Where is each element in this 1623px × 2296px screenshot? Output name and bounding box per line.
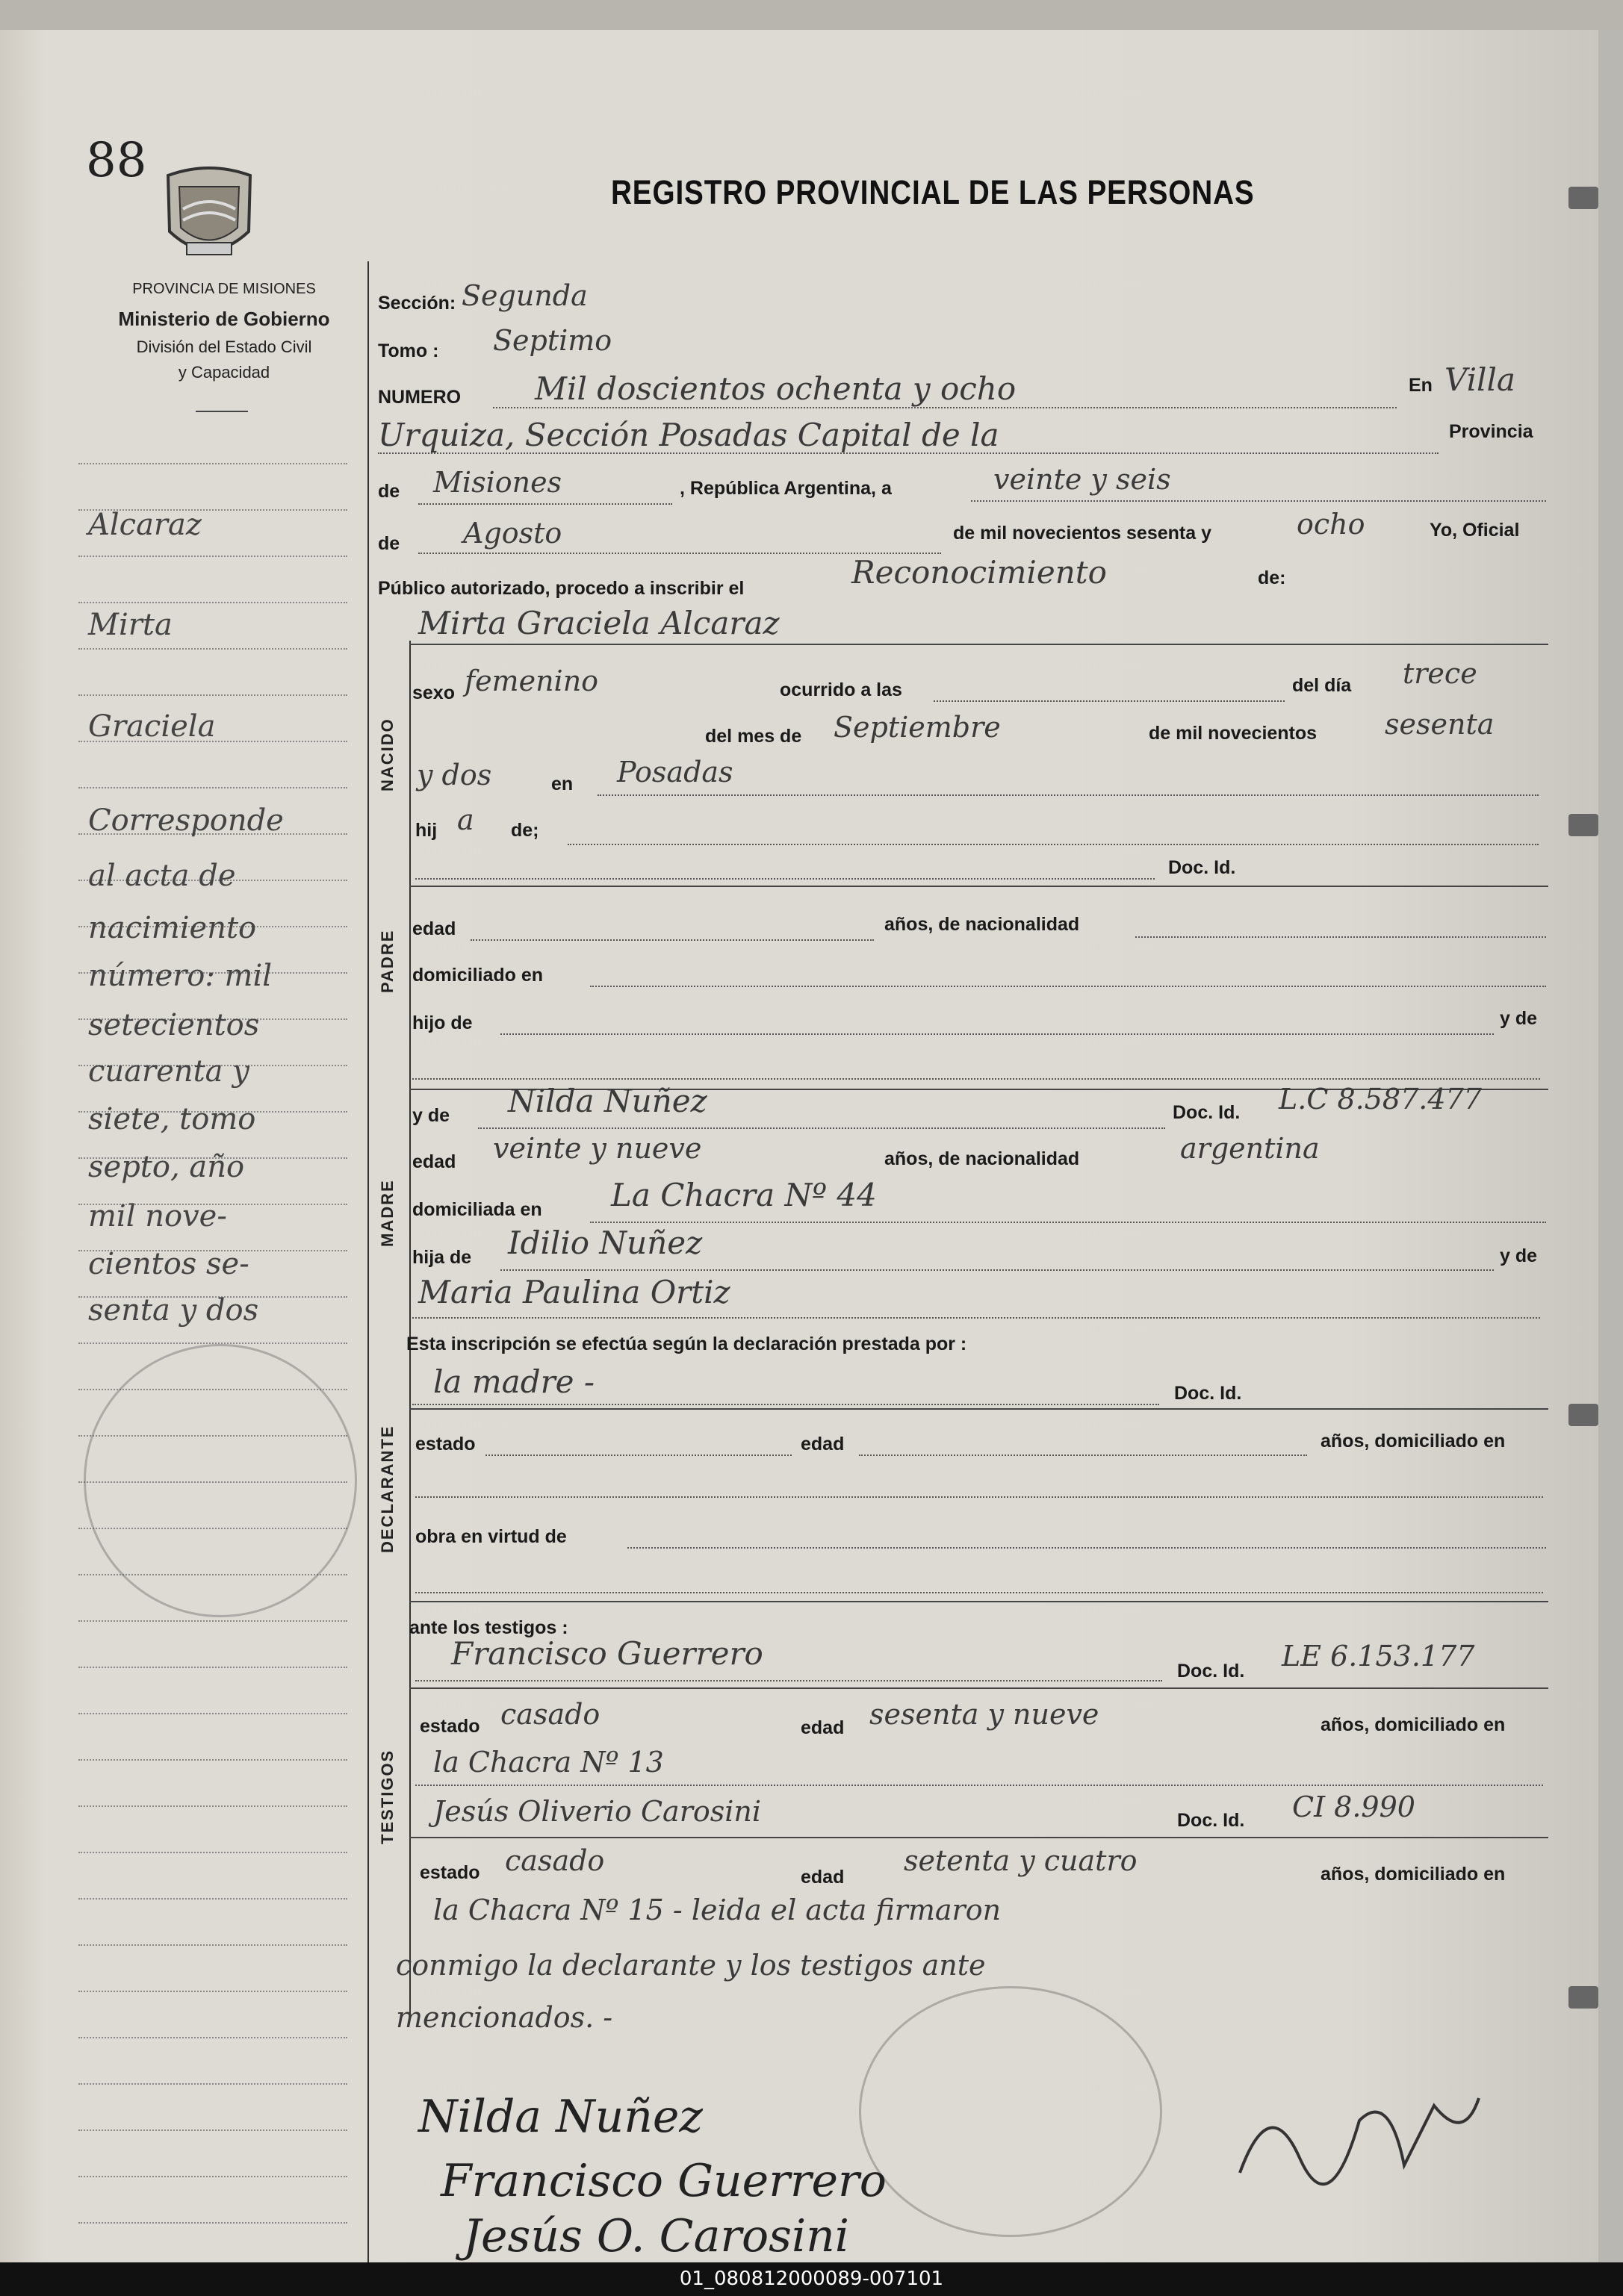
margin-ruled-line bbox=[78, 556, 347, 557]
margin-ruled-line bbox=[78, 602, 347, 603]
institution-line4: y Capacidad bbox=[178, 363, 270, 382]
value-hij-suffix: a bbox=[457, 803, 474, 836]
label-seccion: Sección: bbox=[378, 293, 456, 314]
label-anos-dom-testigo2: años, domiciliado en bbox=[1321, 1864, 1506, 1885]
margin-ruled-line bbox=[78, 2129, 347, 2131]
margin-ruled-line bbox=[78, 1852, 347, 1853]
dotted-line bbox=[1135, 936, 1546, 938]
section-rule bbox=[409, 1408, 1548, 1410]
margin-vertical-rule bbox=[367, 261, 369, 2262]
label-de2: de bbox=[378, 533, 400, 554]
faded-stamp bbox=[84, 1344, 357, 1617]
document-title: REGISTRO PROVINCIAL DE LAS PERSONAS bbox=[611, 173, 1255, 211]
margin-note: setecientos bbox=[88, 1008, 260, 1042]
value-madre-padre: Idilio Nuñez bbox=[508, 1225, 703, 1261]
value-testigo1-doc: LE 6.153.177 bbox=[1282, 1640, 1475, 1673]
label-doc-id-testigo1: Doc. Id. bbox=[1177, 1661, 1245, 1681]
page-number: 88 bbox=[86, 133, 147, 188]
margin-ruled-line bbox=[78, 1620, 347, 1622]
margin-ruled-line bbox=[78, 1759, 347, 1761]
dotted-line bbox=[415, 1785, 1543, 1786]
page-top-edge bbox=[0, 0, 1623, 30]
section-rule bbox=[409, 886, 1548, 887]
label-de-mil-nov: de mil novecientos bbox=[1149, 723, 1318, 744]
value-dia-nac: trece bbox=[1403, 657, 1477, 690]
section-rule bbox=[409, 1687, 1548, 1689]
side-label-declarante: DECLARANTE bbox=[378, 1425, 397, 1553]
label-del-mes: del mes de bbox=[705, 726, 802, 747]
label-anos-dom-testigo1: años, domiciliado en bbox=[1321, 1714, 1506, 1735]
label-tomo: Tomo : bbox=[378, 340, 439, 361]
label-anos-nac-padre: años, de nacionalidad bbox=[884, 914, 1080, 935]
margin-ruled-line bbox=[78, 648, 347, 650]
value-anio-nac1: sesenta bbox=[1385, 708, 1495, 741]
dotted-line bbox=[568, 844, 1539, 845]
label-doc-id-declarante: Doc. Id. bbox=[1174, 1383, 1242, 1404]
value-seccion: Segunda bbox=[462, 279, 588, 312]
value-acto: Reconocimiento bbox=[851, 554, 1107, 591]
margin-note: senta y dos bbox=[88, 1293, 259, 1328]
margin-note: al acta de bbox=[88, 859, 236, 893]
margin-ruled-line bbox=[78, 1991, 347, 1992]
dotted-line bbox=[590, 986, 1546, 987]
label-estado-testigo1: estado bbox=[420, 1716, 480, 1737]
value-testigo2-dom: la Chacra Nº 15 - leida el acta firmaron bbox=[433, 1894, 1002, 1926]
label-domiciliado-padre: domiciliado en bbox=[412, 965, 544, 986]
value-testigo2: Jesús Oliverio Carosini bbox=[433, 1795, 762, 1828]
value-lugar-nac: Posadas bbox=[617, 756, 733, 788]
margin-ruled-line bbox=[78, 463, 347, 464]
value-mes: Agosto bbox=[463, 517, 562, 550]
value-testigo1-estado: casado bbox=[500, 1698, 601, 1731]
label-doc-id-testigo2: Doc. Id. bbox=[1177, 1810, 1245, 1831]
dotted-line bbox=[415, 1592, 1543, 1593]
label-en2: en bbox=[551, 774, 574, 794]
label-edad-testigo1: edad bbox=[801, 1717, 845, 1738]
label-edad-testigo2: edad bbox=[801, 1867, 845, 1888]
label-doc-id-madre: Doc. Id. bbox=[1173, 1102, 1241, 1123]
dotted-line bbox=[415, 1680, 1162, 1681]
margin-note: cientos se- bbox=[88, 1247, 249, 1281]
dotted-line bbox=[418, 503, 672, 505]
label-hij: hij bbox=[415, 820, 438, 841]
label-y-de-padre: y de bbox=[1500, 1008, 1538, 1029]
section-rule bbox=[409, 1837, 1548, 1838]
side-label-testigos: TESTIGOS bbox=[378, 1749, 397, 1844]
value-testigo2-edad: setenta y cuatro bbox=[904, 1844, 1138, 1877]
value-declarante: la madre - bbox=[433, 1363, 595, 1400]
value-testigo1-dom: la Chacra Nº 13 bbox=[433, 1746, 664, 1779]
value-sexo: femenino bbox=[465, 665, 599, 697]
label-anos-dom-declarante: años, domiciliado en bbox=[1321, 1431, 1506, 1452]
label-estado-testigo2: estado bbox=[420, 1862, 480, 1883]
dotted-line bbox=[412, 1078, 1540, 1080]
margin-ruled-line bbox=[78, 1898, 347, 1900]
label-edad-declarante: edad bbox=[801, 1434, 845, 1455]
value-dia: veinte y seis bbox=[993, 463, 1171, 496]
dotted-line bbox=[971, 500, 1546, 502]
margin-ruled-line bbox=[78, 1805, 347, 1807]
side-label-madre: MADRE bbox=[378, 1179, 397, 1247]
label-republica: , República Argentina, a bbox=[680, 478, 892, 499]
margin-ruled-line bbox=[78, 2037, 347, 2038]
value-madre-nac: argentina bbox=[1180, 1132, 1320, 1165]
margin-note: mil nove- bbox=[88, 1199, 227, 1233]
dotted-line bbox=[934, 700, 1285, 702]
value-testigo2-estado: casado bbox=[505, 1844, 605, 1877]
dotted-line bbox=[493, 407, 1397, 408]
dotted-line bbox=[378, 452, 1439, 454]
provincial-seal-icon bbox=[161, 164, 258, 269]
margin-ruled-line bbox=[78, 2222, 347, 2224]
label-hija-de: hija de bbox=[412, 1247, 472, 1268]
value-madre-nombre: Nilda Nuñez bbox=[508, 1083, 707, 1119]
dotted-line bbox=[415, 1496, 1543, 1498]
label-numero: NUMERO bbox=[378, 387, 462, 408]
faded-stamp bbox=[859, 1986, 1162, 2237]
register-page bbox=[0, 30, 1623, 2262]
margin-ruled-line bbox=[78, 2176, 347, 2177]
signature-testigo2: Jesús O. Carosini bbox=[463, 2210, 849, 2262]
value-madre-doc: L.C 8.587.477 bbox=[1279, 1083, 1482, 1116]
value-en: Villa bbox=[1444, 361, 1515, 398]
margin-ruled-line bbox=[78, 1713, 347, 1714]
value-anio: ocho bbox=[1297, 508, 1365, 541]
side-label-padre: PADRE bbox=[378, 929, 397, 993]
label-sexo: sexo bbox=[412, 682, 455, 703]
margin-note: Graciela bbox=[88, 709, 216, 744]
value-cierre1: conmigo la declarante y los testigos ante bbox=[396, 1949, 986, 1982]
section-vertical-rule bbox=[409, 641, 411, 2015]
institution-line2: Ministerio de Gobierno bbox=[118, 308, 330, 330]
value-testigo2-doc: CI 8.990 bbox=[1292, 1791, 1415, 1823]
value-anio-nac2: y dos bbox=[417, 759, 492, 791]
dotted-line bbox=[859, 1455, 1307, 1456]
label-y-de-madre: y de bbox=[412, 1105, 450, 1126]
label-declaracion: Esta inscripción se efectúa según la declaración prestada por : bbox=[406, 1334, 967, 1354]
value-provincia: Misiones bbox=[433, 466, 562, 499]
dotted-line bbox=[412, 1404, 1159, 1405]
dotted-line bbox=[485, 1455, 792, 1456]
value-testigo1: Francisco Guerrero bbox=[451, 1635, 763, 1672]
margin-note: Corresponde bbox=[88, 803, 284, 838]
margin-note: número: mil bbox=[88, 959, 273, 993]
image-id-footer: 01_080812000089-007101 bbox=[0, 2262, 1623, 2296]
dotted-line bbox=[471, 939, 874, 941]
signature-madre: Nilda Nuñez bbox=[418, 2091, 704, 2143]
official-signature-scribble bbox=[1225, 2076, 1494, 2195]
dotted-line bbox=[412, 1317, 1540, 1319]
label-anos-nac-madre: años, de nacionalidad bbox=[884, 1148, 1080, 1169]
dotted-line bbox=[590, 1222, 1546, 1223]
label-obra: obra en virtud de bbox=[415, 1526, 567, 1547]
label-hijo-de: hijo de bbox=[412, 1012, 473, 1033]
value-testigo1-edad: sesenta y nueve bbox=[869, 1698, 1099, 1731]
label-en: En bbox=[1409, 375, 1433, 396]
margin-note: siete, tomo bbox=[88, 1102, 256, 1136]
label-edad-padre: edad bbox=[412, 918, 456, 939]
dotted-line bbox=[478, 1127, 1165, 1129]
divider bbox=[196, 411, 248, 412]
binding-clip bbox=[1568, 1404, 1598, 1426]
label-domiciliada: domiciliada en bbox=[412, 1199, 542, 1220]
label-ocurrido: ocurrido a las bbox=[780, 679, 902, 700]
dotted-line bbox=[598, 794, 1539, 796]
margin-ruled-line bbox=[78, 694, 347, 696]
section-rule bbox=[409, 1601, 1548, 1602]
margin-ruled-line bbox=[78, 1944, 347, 1946]
label-y-de-madre2: y de bbox=[1500, 1245, 1538, 1266]
margin-ruled-line bbox=[78, 787, 347, 788]
value-nombre: Mirta Graciela Alcaraz bbox=[418, 605, 780, 641]
section-rule bbox=[409, 644, 1548, 645]
dotted-line bbox=[627, 1547, 1546, 1549]
binding-clip bbox=[1568, 814, 1598, 836]
margin-ruled-line bbox=[78, 2083, 347, 2085]
binding-clip bbox=[1568, 187, 1598, 209]
side-label-nacido: NACIDO bbox=[378, 718, 397, 791]
signature-testigo1: Francisco Guerrero bbox=[441, 2155, 887, 2207]
margin-note: Alcaraz bbox=[88, 508, 202, 542]
institution-line1: PROVINCIA DE MISIONES bbox=[132, 281, 316, 297]
label-de-semicolon: de; bbox=[511, 820, 539, 841]
value-mes-nac: Septiembre bbox=[834, 711, 1001, 744]
value-numero: Mil doscientos ochenta y ocho bbox=[535, 370, 1017, 407]
margin-note: septo, año bbox=[88, 1150, 245, 1184]
margin-note: cuarenta y bbox=[88, 1054, 249, 1089]
value-madre-madre: Maria Paulina Ortiz bbox=[418, 1274, 730, 1310]
value-tomo: Septimo bbox=[493, 324, 612, 357]
value-place: Urquiza, Sección Posadas Capital de la bbox=[378, 417, 999, 453]
value-madre-dom: La Chacra Nº 44 bbox=[611, 1177, 877, 1213]
dotted-line bbox=[415, 878, 1155, 880]
label-provincia: Provincia bbox=[1449, 421, 1533, 442]
label-de-colon: de: bbox=[1258, 567, 1286, 588]
label-ante-testigos: ante los testigos : bbox=[409, 1617, 568, 1638]
label-publico: Público autorizado, procedo a inscribir el bbox=[378, 578, 745, 599]
label-de-mil: de mil novecientos sesenta y bbox=[953, 523, 1211, 544]
binding-clip bbox=[1568, 1986, 1598, 2009]
label-de: de bbox=[378, 481, 400, 502]
label-del-dia: del día bbox=[1292, 675, 1352, 696]
margin-note: nacimiento bbox=[88, 911, 257, 945]
margin-ruled-line bbox=[78, 1667, 347, 1668]
label-edad-madre: edad bbox=[412, 1151, 456, 1172]
label-estado-declarante: estado bbox=[415, 1434, 476, 1455]
institution-line3: División del Estado Civil bbox=[136, 337, 312, 356]
margin-note: Mirta bbox=[88, 608, 173, 642]
value-cierre2: mencionados. - bbox=[396, 2001, 613, 2034]
value-madre-edad: veinte y nueve bbox=[493, 1132, 702, 1165]
dotted-line bbox=[500, 1033, 1494, 1035]
label-yo-oficial: Yo, Oficial bbox=[1430, 520, 1520, 541]
label-doc-id-1: Doc. Id. bbox=[1168, 857, 1236, 878]
dotted-line bbox=[500, 1269, 1494, 1271]
